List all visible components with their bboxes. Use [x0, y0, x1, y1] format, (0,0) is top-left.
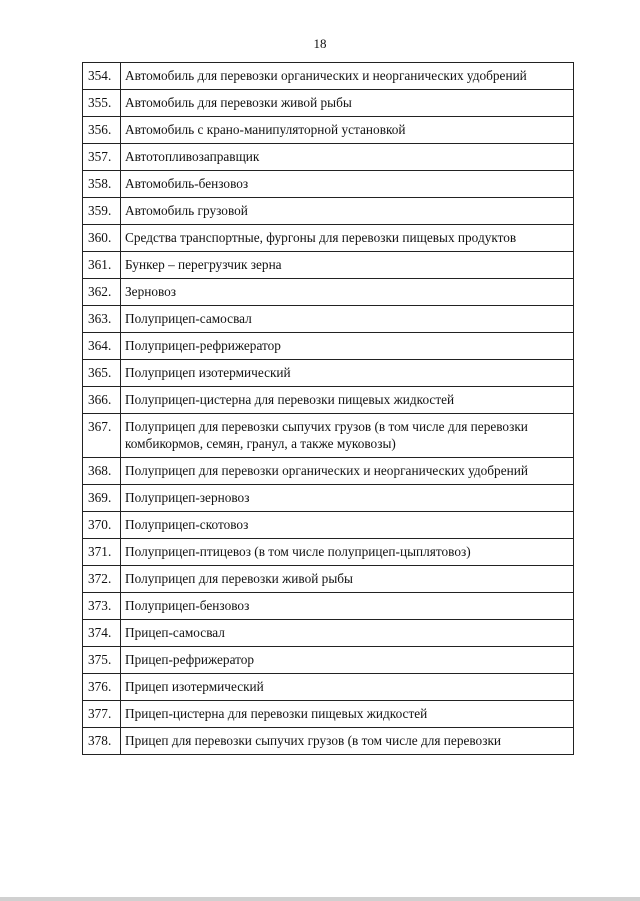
row-number: 366. — [83, 387, 121, 414]
row-text: Прицеп изотермический — [121, 674, 574, 701]
row-number: 362. — [83, 279, 121, 306]
table-row — [83, 333, 574, 360]
row-text: Автомобиль с крано-манипуляторной установкой — [121, 117, 574, 144]
row-text: Полуприцеп для перевозки органических и неорганических удобрений — [121, 458, 574, 485]
row-number: 376. — [83, 674, 121, 701]
table-row — [83, 90, 574, 117]
table-row — [83, 593, 574, 620]
row-number: 375. — [83, 647, 121, 674]
row-number: 356. — [83, 117, 121, 144]
row-text: Полуприцеп-бензовоз — [121, 593, 574, 620]
table-row — [83, 620, 574, 647]
row-number: 372. — [83, 566, 121, 593]
table-row — [83, 728, 574, 755]
row-text: Автотопливозаправщик — [121, 144, 574, 171]
table-row — [83, 387, 574, 414]
row-text: Полуприцеп-зерновоз — [121, 485, 574, 512]
row-number: 358. — [83, 171, 121, 198]
row-text: Автомобиль для перевозки живой рыбы — [121, 90, 574, 117]
table-row — [83, 225, 574, 252]
page-number: 18 — [313, 36, 327, 51]
table-row — [83, 566, 574, 593]
row-number: 360. — [83, 225, 121, 252]
scan-bottom-edge — [0, 897, 640, 901]
table-row — [83, 485, 574, 512]
row-text: Полуприцеп изотермический — [121, 360, 574, 387]
table-row — [83, 539, 574, 566]
row-text: Автомобиль-бензовоз — [121, 171, 574, 198]
row-number: 367. — [83, 414, 121, 458]
row-number: 378. — [83, 728, 121, 755]
row-number: 364. — [83, 333, 121, 360]
table-row — [83, 701, 574, 728]
row-text: Средства транспортные, фургоны для перевозки пищевых продуктов — [121, 225, 574, 252]
table-row — [83, 306, 574, 333]
row-number: 368. — [83, 458, 121, 485]
vehicle-list-table — [82, 62, 574, 755]
table-row — [83, 674, 574, 701]
table-row — [83, 279, 574, 306]
row-number: 355. — [83, 90, 121, 117]
row-text: Прицеп-самосвал — [121, 620, 574, 647]
row-text: Полуприцеп-самосвал — [121, 306, 574, 333]
row-number: 373. — [83, 593, 121, 620]
row-text: Зерновоз — [121, 279, 574, 306]
table-row — [83, 360, 574, 387]
table-row — [83, 252, 574, 279]
row-number: 374. — [83, 620, 121, 647]
row-number: 359. — [83, 198, 121, 225]
row-text: Автомобиль грузовой — [121, 198, 574, 225]
row-number: 369. — [83, 485, 121, 512]
row-number: 365. — [83, 360, 121, 387]
row-number: 371. — [83, 539, 121, 566]
table-row — [83, 647, 574, 674]
row-text: Прицеп-рефрижератор — [121, 647, 574, 674]
row-number: 363. — [83, 306, 121, 333]
table-row — [83, 414, 574, 458]
row-text: Полуприцеп для перевозки сыпучих грузов (в том числе для перевозки комбикормов, семян, гранул, а также муковозы) — [121, 414, 574, 458]
row-text: Автомобиль для перевозки органических и неорганических удобрений — [121, 63, 574, 90]
table-body — [83, 63, 574, 755]
table-row — [83, 144, 574, 171]
row-text: Полуприцеп-цистерна для перевозки пищевых жидкостей — [121, 387, 574, 414]
table-row — [83, 458, 574, 485]
row-text: Бункер – перегрузчик зерна — [121, 252, 574, 279]
row-number: 354. — [83, 63, 121, 90]
row-text: Полуприцеп-рефрижератор — [121, 333, 574, 360]
row-number: 357. — [83, 144, 121, 171]
row-number: 361. — [83, 252, 121, 279]
table-row — [83, 117, 574, 144]
row-text: Прицеп для перевозки сыпучих грузов (в том числе для перевозки — [121, 728, 574, 755]
row-text: Полуприцеп-скотовоз — [121, 512, 574, 539]
table-row — [83, 512, 574, 539]
row-number: 370. — [83, 512, 121, 539]
table-row — [83, 198, 574, 225]
row-number: 377. — [83, 701, 121, 728]
row-text: Полуприцеп-птицевоз (в том числе полуприцеп-цыплятовоз) — [121, 539, 574, 566]
row-text: Полуприцеп для перевозки живой рыбы — [121, 566, 574, 593]
table-row — [83, 63, 574, 90]
table-row — [83, 171, 574, 198]
row-text: Прицеп-цистерна для перевозки пищевых жидкостей — [121, 701, 574, 728]
